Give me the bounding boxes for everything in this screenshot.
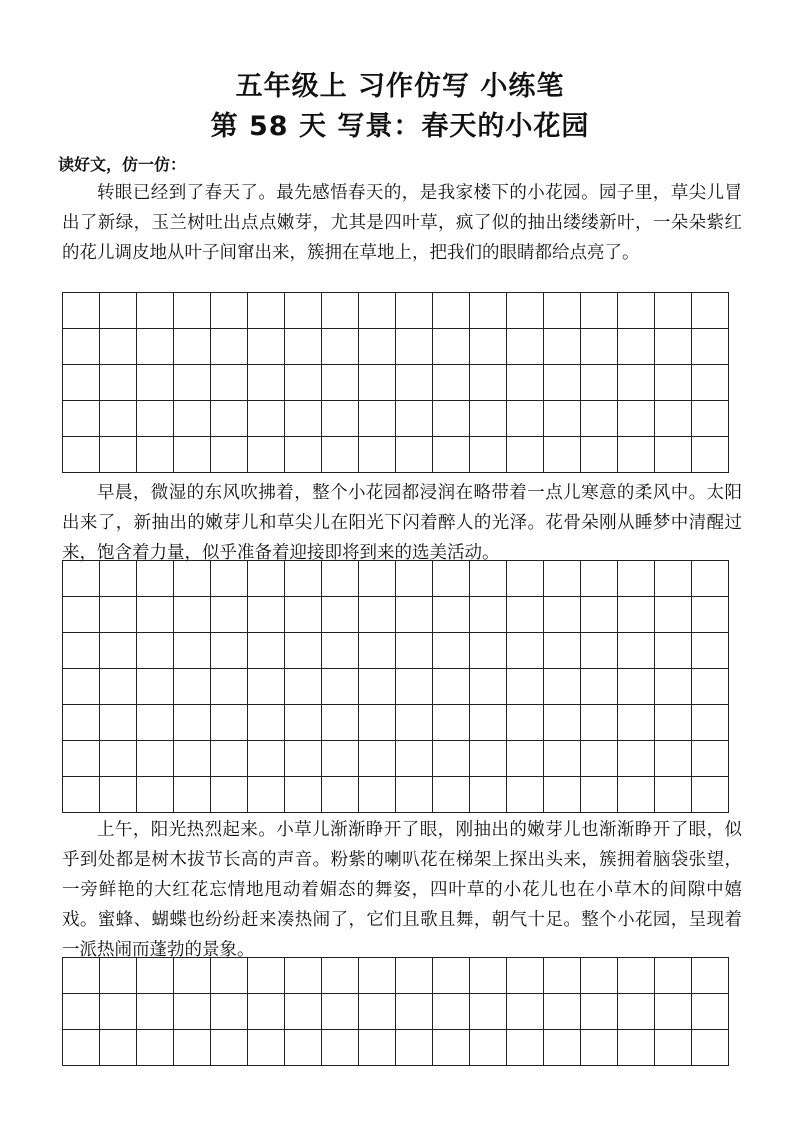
grid-cell[interactable] bbox=[174, 329, 211, 365]
grid-cell[interactable] bbox=[100, 741, 137, 777]
model-paragraph-1: 转眼已经到了春天了。最先感悟春天的，是我家楼下的小花园。园子里，草尖儿冒出了新绿，玉兰树吐出点点嫩芽，尤其是四叶草，疯了似的抽出缕缕新叶，一朵朵紫红的花儿调皮地从叶子间窜出来，簇拥在草地上，把我们的眼睛都给点亮了。 bbox=[62, 183, 742, 263]
grid-cell[interactable] bbox=[322, 561, 359, 597]
grid-cell[interactable] bbox=[581, 365, 618, 401]
grid-cell[interactable] bbox=[63, 669, 100, 705]
grid-cell[interactable] bbox=[433, 741, 470, 777]
grid-cell[interactable] bbox=[248, 1030, 285, 1066]
grid-cell[interactable] bbox=[618, 365, 655, 401]
grid-cell[interactable] bbox=[63, 958, 100, 994]
grid-row bbox=[63, 958, 729, 994]
grid-cell[interactable] bbox=[100, 669, 137, 705]
grid-cell[interactable] bbox=[544, 329, 581, 365]
grid-cell[interactable] bbox=[544, 401, 581, 437]
grid-cell[interactable] bbox=[618, 1030, 655, 1066]
grid-cell[interactable] bbox=[248, 994, 285, 1030]
grid-cell[interactable] bbox=[470, 777, 507, 813]
grid-cell[interactable] bbox=[285, 1030, 322, 1066]
grid-cell[interactable] bbox=[137, 437, 174, 473]
grid-cell[interactable] bbox=[137, 669, 174, 705]
grid-cell[interactable] bbox=[137, 633, 174, 669]
grid-cell[interactable] bbox=[137, 561, 174, 597]
grid-cell[interactable] bbox=[470, 365, 507, 401]
grid-cell[interactable] bbox=[692, 994, 729, 1030]
grid-cell[interactable] bbox=[359, 777, 396, 813]
grid-cell[interactable] bbox=[655, 669, 692, 705]
grid-cell[interactable] bbox=[507, 437, 544, 473]
grid-cell[interactable] bbox=[433, 705, 470, 741]
grid-cell[interactable] bbox=[396, 1030, 433, 1066]
grid-cell[interactable] bbox=[544, 293, 581, 329]
grid-cell[interactable] bbox=[470, 597, 507, 633]
grid-cell[interactable] bbox=[63, 994, 100, 1030]
grid-cell[interactable] bbox=[137, 741, 174, 777]
instruction-label: 读好文，仿一仿： bbox=[58, 155, 187, 174]
grid-cell[interactable] bbox=[359, 741, 396, 777]
grid-cell[interactable] bbox=[211, 1030, 248, 1066]
grid-cell[interactable] bbox=[655, 705, 692, 741]
grid-cell[interactable] bbox=[655, 741, 692, 777]
grid-cell[interactable] bbox=[137, 293, 174, 329]
grid-cell[interactable] bbox=[322, 1030, 359, 1066]
grid-row bbox=[63, 669, 729, 705]
grid-cell[interactable] bbox=[322, 994, 359, 1030]
grid-cell[interactable] bbox=[174, 777, 211, 813]
grid-cell[interactable] bbox=[581, 777, 618, 813]
grid-cell[interactable] bbox=[692, 669, 729, 705]
grid-cell[interactable] bbox=[433, 401, 470, 437]
grid-cell[interactable] bbox=[655, 437, 692, 473]
grid-cell[interactable] bbox=[581, 669, 618, 705]
grid-cell[interactable] bbox=[507, 633, 544, 669]
grid-cell[interactable] bbox=[359, 669, 396, 705]
grid-cell[interactable] bbox=[396, 597, 433, 633]
grid-cell[interactable] bbox=[618, 293, 655, 329]
grid-cell[interactable] bbox=[63, 777, 100, 813]
grid-row bbox=[63, 401, 729, 437]
grid-cell[interactable] bbox=[285, 329, 322, 365]
grid-cell[interactable] bbox=[100, 777, 137, 813]
grid-cell[interactable] bbox=[285, 958, 322, 994]
grid-cell[interactable] bbox=[618, 669, 655, 705]
grid-cell[interactable] bbox=[248, 401, 285, 437]
grid-cell[interactable] bbox=[618, 777, 655, 813]
grid-cell[interactable] bbox=[285, 437, 322, 473]
grid-cell[interactable] bbox=[174, 437, 211, 473]
grid-cell[interactable] bbox=[433, 329, 470, 365]
grid-cell[interactable] bbox=[100, 401, 137, 437]
grid-cell[interactable] bbox=[359, 705, 396, 741]
grid-cell[interactable] bbox=[322, 777, 359, 813]
grid-cell[interactable] bbox=[248, 777, 285, 813]
grid-cell[interactable] bbox=[507, 1030, 544, 1066]
grid-cell[interactable] bbox=[211, 597, 248, 633]
writing-grid-2[interactable] bbox=[62, 560, 729, 813]
grid-cell[interactable] bbox=[248, 561, 285, 597]
grid-cell[interactable] bbox=[322, 597, 359, 633]
grid-cell[interactable] bbox=[396, 958, 433, 994]
grid-cell[interactable] bbox=[433, 365, 470, 401]
grid-cell[interactable] bbox=[470, 633, 507, 669]
grid-cell[interactable] bbox=[63, 437, 100, 473]
grid-cell[interactable] bbox=[470, 994, 507, 1030]
grid-cell[interactable] bbox=[507, 741, 544, 777]
grid-cell[interactable] bbox=[137, 994, 174, 1030]
grid-cell[interactable] bbox=[63, 597, 100, 633]
grid-cell[interactable] bbox=[63, 401, 100, 437]
grid-cell[interactable] bbox=[63, 329, 100, 365]
grid-cell[interactable] bbox=[618, 994, 655, 1030]
grid-cell[interactable] bbox=[470, 293, 507, 329]
grid-cell[interactable] bbox=[285, 741, 322, 777]
grid-cell[interactable] bbox=[692, 777, 729, 813]
grid-row bbox=[63, 437, 729, 473]
grid-cell[interactable] bbox=[507, 597, 544, 633]
grid-row bbox=[63, 741, 729, 777]
grid-cell[interactable] bbox=[655, 293, 692, 329]
grid-cell[interactable] bbox=[433, 669, 470, 705]
grid-row bbox=[63, 597, 729, 633]
grid-cell[interactable] bbox=[322, 293, 359, 329]
grid-cell[interactable] bbox=[692, 597, 729, 633]
grid-cell[interactable] bbox=[248, 705, 285, 741]
grid-row bbox=[63, 329, 729, 365]
grid-cell[interactable] bbox=[285, 669, 322, 705]
grid-cell[interactable] bbox=[211, 958, 248, 994]
grid-cell[interactable] bbox=[544, 633, 581, 669]
grid-cell[interactable] bbox=[433, 777, 470, 813]
grid-cell[interactable] bbox=[544, 669, 581, 705]
grid-cell[interactable] bbox=[544, 561, 581, 597]
grid-cell[interactable] bbox=[433, 597, 470, 633]
grid-cell[interactable] bbox=[285, 597, 322, 633]
grid-cell[interactable] bbox=[396, 293, 433, 329]
grid-cell[interactable] bbox=[137, 705, 174, 741]
grid-cell[interactable] bbox=[211, 633, 248, 669]
grid-cell[interactable] bbox=[544, 365, 581, 401]
grid-cell[interactable] bbox=[211, 994, 248, 1030]
grid-cell[interactable] bbox=[470, 705, 507, 741]
grid-row bbox=[63, 1030, 729, 1066]
grid-cell[interactable] bbox=[581, 741, 618, 777]
grid-cell[interactable] bbox=[100, 365, 137, 401]
grid-cell[interactable] bbox=[63, 741, 100, 777]
grid-cell[interactable] bbox=[359, 401, 396, 437]
grid-cell[interactable] bbox=[655, 561, 692, 597]
grid-cell[interactable] bbox=[581, 597, 618, 633]
grid-cell[interactable] bbox=[174, 597, 211, 633]
model-paragraph-2: 早晨，微湿的东风吹拂着，整个小花园都浸润在略带着一点儿寒意的柔风中。太阳出来了，新抽出的嫩芽儿和草尖儿在阳光下闪着醉人的光泽。花骨朵刚从睡梦中清醒过来，饱含着力量，似乎准备着迎接即将到来的选美活动。 bbox=[62, 483, 742, 563]
grid-cell[interactable] bbox=[100, 705, 137, 741]
grid-cell[interactable] bbox=[396, 777, 433, 813]
grid-cell[interactable] bbox=[211, 741, 248, 777]
grid-cell[interactable] bbox=[655, 365, 692, 401]
grid-cell[interactable] bbox=[470, 437, 507, 473]
grid-cell[interactable] bbox=[211, 669, 248, 705]
grid-cell[interactable] bbox=[63, 705, 100, 741]
grid-cell[interactable] bbox=[248, 365, 285, 401]
grid-cell[interactable] bbox=[618, 401, 655, 437]
grid-cell[interactable] bbox=[433, 437, 470, 473]
grid-cell[interactable] bbox=[507, 293, 544, 329]
grid-cell[interactable] bbox=[211, 561, 248, 597]
grid-cell[interactable] bbox=[322, 705, 359, 741]
grid-cell[interactable] bbox=[137, 401, 174, 437]
grid-cell[interactable] bbox=[655, 633, 692, 669]
grid-cell[interactable] bbox=[433, 994, 470, 1030]
grid-cell[interactable] bbox=[655, 597, 692, 633]
grid-row bbox=[63, 994, 729, 1030]
grid-cell[interactable] bbox=[211, 437, 248, 473]
grid-cell[interactable] bbox=[396, 561, 433, 597]
grid-cell[interactable] bbox=[63, 1030, 100, 1066]
grid-cell[interactable] bbox=[285, 705, 322, 741]
grid-row bbox=[63, 705, 729, 741]
grid-cell[interactable] bbox=[470, 669, 507, 705]
grid-cell[interactable] bbox=[655, 401, 692, 437]
model-paragraph-3: 上午，阳光热烈起来。小草儿渐渐睁开了眼，刚抽出的嫩芽儿也渐渐睁开了眼，似乎到处都是树木拔节长高的声音。粉紫的喇叭花在梯架上探出头来，簇拥着脑袋张望，一旁鲜艳的大红花忘情地甩动着媚态的舞姿，四叶草的小花儿也在小草木的间隙中嬉戏。蜜蜂、蝴蝶也纷纷赶来凑热闹了，它们且歌且舞，朝气十足。整个小花园，呈现着一派热闹而蓬勃的景象。 bbox=[62, 820, 742, 960]
grid-cell[interactable] bbox=[655, 958, 692, 994]
grid-cell[interactable] bbox=[618, 958, 655, 994]
grid-cell[interactable] bbox=[396, 401, 433, 437]
grid-cell[interactable] bbox=[211, 705, 248, 741]
grid-cell[interactable] bbox=[618, 437, 655, 473]
grid-cell[interactable] bbox=[433, 293, 470, 329]
grid-cell[interactable] bbox=[470, 1030, 507, 1066]
grid-cell[interactable] bbox=[100, 561, 137, 597]
grid-cell[interactable] bbox=[470, 741, 507, 777]
grid-cell[interactable] bbox=[507, 401, 544, 437]
grid-cell[interactable] bbox=[100, 633, 137, 669]
grid-cell[interactable] bbox=[692, 365, 729, 401]
grid-cell[interactable] bbox=[137, 777, 174, 813]
grid-cell[interactable] bbox=[507, 561, 544, 597]
grid-cell[interactable] bbox=[322, 669, 359, 705]
grid-cell[interactable] bbox=[618, 561, 655, 597]
grid-cell[interactable] bbox=[507, 365, 544, 401]
grid-cell[interactable] bbox=[396, 329, 433, 365]
grid-cell[interactable] bbox=[581, 1030, 618, 1066]
grid-cell[interactable] bbox=[581, 705, 618, 741]
grid-cell[interactable] bbox=[507, 994, 544, 1030]
grid-cell[interactable] bbox=[655, 329, 692, 365]
grid-cell[interactable] bbox=[470, 958, 507, 994]
grid-cell[interactable] bbox=[359, 633, 396, 669]
grid-cell[interactable] bbox=[100, 994, 137, 1030]
grid-cell[interactable] bbox=[359, 958, 396, 994]
grid-cell[interactable] bbox=[618, 597, 655, 633]
grid-cell[interactable] bbox=[359, 1030, 396, 1066]
grid-cell[interactable] bbox=[211, 293, 248, 329]
grid-cell[interactable] bbox=[581, 293, 618, 329]
grid-cell[interactable] bbox=[581, 561, 618, 597]
grid-cell[interactable] bbox=[433, 1030, 470, 1066]
grid-cell[interactable] bbox=[618, 633, 655, 669]
grid-cell[interactable] bbox=[211, 777, 248, 813]
grid-cell[interactable] bbox=[359, 994, 396, 1030]
grid-cell[interactable] bbox=[544, 777, 581, 813]
grid-cell[interactable] bbox=[544, 437, 581, 473]
grid-cell[interactable] bbox=[581, 958, 618, 994]
grid-cell[interactable] bbox=[544, 705, 581, 741]
grid-cell[interactable] bbox=[359, 329, 396, 365]
grid-cell[interactable] bbox=[692, 293, 729, 329]
grid-cell[interactable] bbox=[285, 561, 322, 597]
grid-cell[interactable] bbox=[507, 958, 544, 994]
writing-grid-1[interactable] bbox=[62, 292, 729, 473]
grid-row bbox=[63, 777, 729, 813]
grid-cell[interactable] bbox=[692, 1030, 729, 1066]
grid-cell[interactable] bbox=[211, 401, 248, 437]
grid-cell[interactable] bbox=[433, 633, 470, 669]
grid-cell[interactable] bbox=[63, 633, 100, 669]
grid-cell[interactable] bbox=[100, 958, 137, 994]
grid-cell[interactable] bbox=[618, 741, 655, 777]
grid-cell[interactable] bbox=[174, 741, 211, 777]
grid-cell[interactable] bbox=[692, 561, 729, 597]
grid-cell[interactable] bbox=[396, 365, 433, 401]
grid-cell[interactable] bbox=[507, 329, 544, 365]
grid-cell[interactable] bbox=[692, 741, 729, 777]
grid-cell[interactable] bbox=[581, 437, 618, 473]
grid-cell[interactable] bbox=[100, 293, 137, 329]
grid-cell[interactable] bbox=[63, 293, 100, 329]
grid-cell[interactable] bbox=[248, 669, 285, 705]
grid-cell[interactable] bbox=[581, 994, 618, 1030]
grid-cell[interactable] bbox=[100, 597, 137, 633]
grid-cell[interactable] bbox=[507, 705, 544, 741]
grid-cell[interactable] bbox=[581, 633, 618, 669]
grid-cell[interactable] bbox=[322, 437, 359, 473]
grid-cell[interactable] bbox=[137, 365, 174, 401]
grid-cell[interactable] bbox=[359, 365, 396, 401]
grid-cell[interactable] bbox=[359, 437, 396, 473]
grid-cell[interactable] bbox=[322, 365, 359, 401]
grid-cell[interactable] bbox=[174, 705, 211, 741]
grid-cell[interactable] bbox=[396, 669, 433, 705]
grid-cell[interactable] bbox=[137, 329, 174, 365]
grid-cell[interactable] bbox=[285, 633, 322, 669]
grid-cell[interactable] bbox=[470, 401, 507, 437]
grid-cell[interactable] bbox=[248, 329, 285, 365]
grid-cell[interactable] bbox=[396, 741, 433, 777]
grid-row bbox=[63, 561, 729, 597]
grid-cell[interactable] bbox=[248, 958, 285, 994]
grid-cell[interactable] bbox=[507, 669, 544, 705]
grid-cell[interactable] bbox=[396, 994, 433, 1030]
grid-cell[interactable] bbox=[137, 958, 174, 994]
grid-cell[interactable] bbox=[544, 994, 581, 1030]
grid-cell[interactable] bbox=[618, 329, 655, 365]
grid-cell[interactable] bbox=[63, 561, 100, 597]
grid-cell[interactable] bbox=[285, 365, 322, 401]
grid-cell[interactable] bbox=[359, 597, 396, 633]
grid-cell[interactable] bbox=[174, 293, 211, 329]
grid-cell[interactable] bbox=[174, 958, 211, 994]
grid-cell[interactable] bbox=[100, 1030, 137, 1066]
grid-cell[interactable] bbox=[248, 437, 285, 473]
grid-cell[interactable] bbox=[692, 437, 729, 473]
grid-cell[interactable] bbox=[137, 597, 174, 633]
grid-cell[interactable] bbox=[322, 741, 359, 777]
grid-cell[interactable] bbox=[470, 561, 507, 597]
grid-cell[interactable] bbox=[692, 958, 729, 994]
grid-cell[interactable] bbox=[174, 365, 211, 401]
grid-cell[interactable] bbox=[396, 437, 433, 473]
grid-cell[interactable] bbox=[211, 365, 248, 401]
grid-cell[interactable] bbox=[285, 994, 322, 1030]
grid-cell[interactable] bbox=[359, 561, 396, 597]
grid-cell[interactable] bbox=[248, 633, 285, 669]
grid-cell[interactable] bbox=[322, 958, 359, 994]
worksheet-subtitle: 第 58 天 写景：春天的小花园 bbox=[210, 111, 590, 142]
grid-cell[interactable] bbox=[433, 958, 470, 994]
grid-cell[interactable] bbox=[211, 329, 248, 365]
grid-cell[interactable] bbox=[692, 329, 729, 365]
grid-row bbox=[63, 293, 729, 329]
grid-cell[interactable] bbox=[174, 401, 211, 437]
grid-cell[interactable] bbox=[322, 633, 359, 669]
grid-cell[interactable] bbox=[248, 597, 285, 633]
grid-cell[interactable] bbox=[581, 401, 618, 437]
grid-cell[interactable] bbox=[544, 1030, 581, 1066]
grid-cell[interactable] bbox=[63, 365, 100, 401]
grid-cell[interactable] bbox=[285, 293, 322, 329]
grid-cell[interactable] bbox=[544, 958, 581, 994]
grid-cell[interactable] bbox=[285, 777, 322, 813]
grid-cell[interactable] bbox=[692, 705, 729, 741]
grid-cell[interactable] bbox=[100, 437, 137, 473]
grid-cell[interactable] bbox=[655, 994, 692, 1030]
worksheet-title: 五年级上 习作仿写 小练笔 bbox=[235, 71, 565, 102]
grid-cell[interactable] bbox=[655, 777, 692, 813]
grid-cell[interactable] bbox=[396, 705, 433, 741]
grid-cell[interactable] bbox=[433, 561, 470, 597]
grid-cell[interactable] bbox=[359, 293, 396, 329]
grid-cell[interactable] bbox=[100, 329, 137, 365]
grid-cell[interactable] bbox=[692, 633, 729, 669]
grid-cell[interactable] bbox=[285, 401, 322, 437]
writing-grid-3[interactable] bbox=[62, 957, 729, 1066]
grid-cell[interactable] bbox=[174, 633, 211, 669]
grid-cell[interactable] bbox=[581, 329, 618, 365]
grid-cell[interactable] bbox=[174, 1030, 211, 1066]
grid-cell[interactable] bbox=[544, 597, 581, 633]
grid-cell[interactable] bbox=[544, 741, 581, 777]
grid-cell[interactable] bbox=[322, 401, 359, 437]
grid-cell[interactable] bbox=[137, 1030, 174, 1066]
grid-cell[interactable] bbox=[322, 329, 359, 365]
grid-row bbox=[63, 633, 729, 669]
grid-cell[interactable] bbox=[507, 777, 544, 813]
grid-cell[interactable] bbox=[248, 741, 285, 777]
grid-row bbox=[63, 365, 729, 401]
grid-cell[interactable] bbox=[174, 561, 211, 597]
grid-cell[interactable] bbox=[655, 1030, 692, 1066]
grid-cell[interactable] bbox=[248, 293, 285, 329]
grid-cell[interactable] bbox=[174, 669, 211, 705]
grid-cell[interactable] bbox=[470, 329, 507, 365]
grid-cell[interactable] bbox=[692, 401, 729, 437]
grid-cell[interactable] bbox=[396, 633, 433, 669]
grid-cell[interactable] bbox=[618, 705, 655, 741]
grid-cell[interactable] bbox=[174, 994, 211, 1030]
